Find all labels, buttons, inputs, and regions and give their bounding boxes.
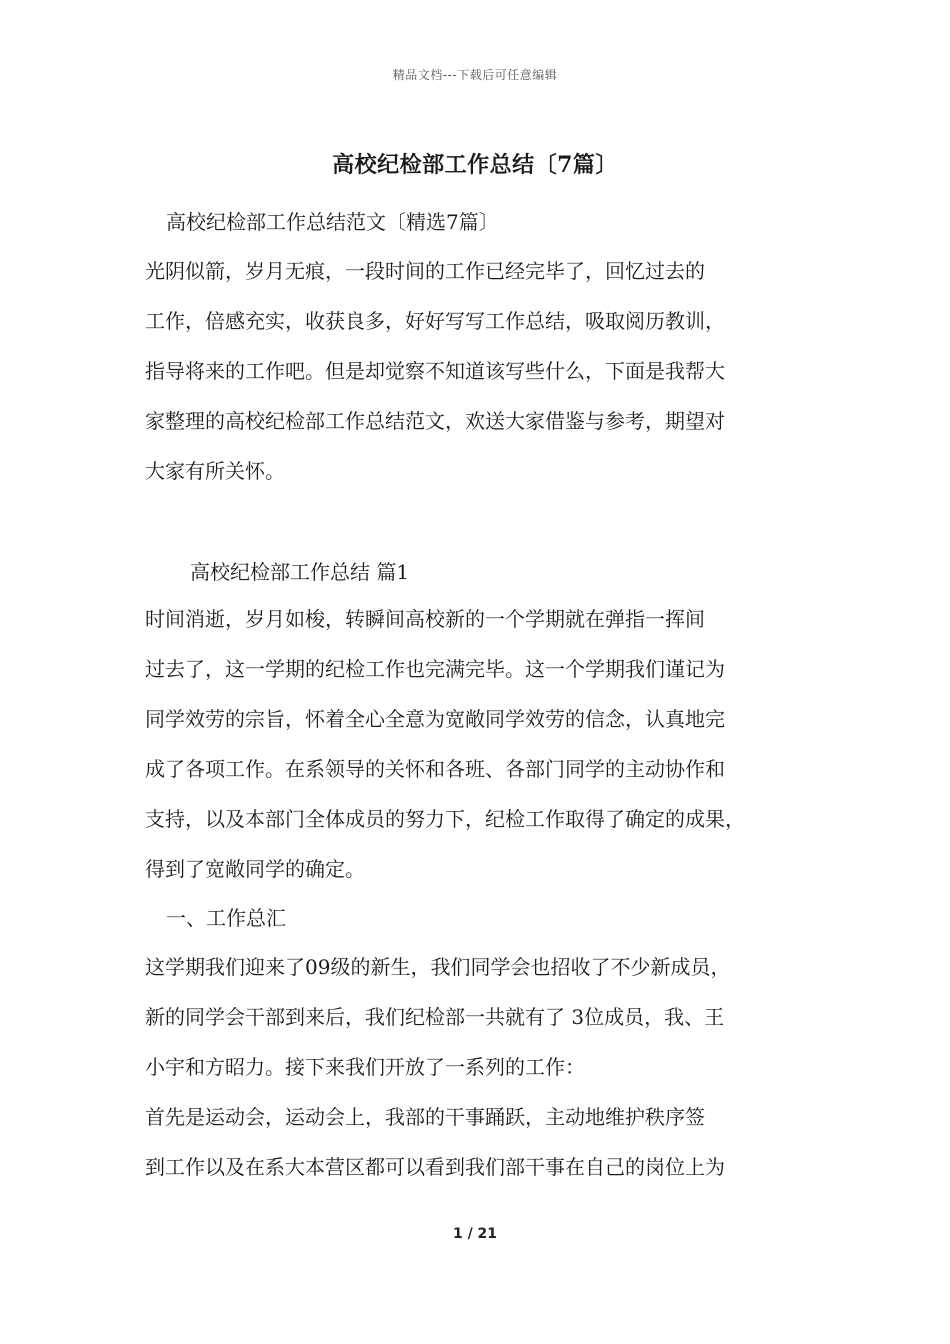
section-heading: 高校纪检部工作总结 篇1 — [190, 560, 410, 584]
intro-line: 家整理的高校纪检部工作总结范文，欢送大家借鉴与参考，期望对 — [145, 409, 725, 433]
section-line: 成了各项工作。在系领导的关怀和各班、各部门同学的主动协作和 — [145, 757, 725, 781]
document-subtitle: 高校纪检部工作总结范文〔精选7篇〕 — [166, 210, 499, 234]
document-title: 高校纪检部工作总结〔7篇〕 — [332, 152, 618, 178]
section-line: 得到了宽敞同学的确定。 — [145, 857, 365, 881]
work-line: 首先是运动会，运动会上，我部的干事踊跃，主动地维护秩序签 — [145, 1105, 705, 1129]
work-line: 小宇和方昭力。接下来我们开放了一系列的工作： — [145, 1055, 585, 1079]
work-line: 到工作以及在系大本营区都可以看到我们部干事在自己的岗位上为 — [145, 1155, 725, 1179]
work-line: 新的同学会干部到来后，我们纪检部一共就有了 3位成员，我、王 — [145, 1005, 725, 1029]
subsection-heading: 一、工作总汇 — [166, 906, 286, 930]
page-number: 1 / 21 — [452, 1226, 498, 1242]
intro-line: 光阴似箭，岁月无痕，一段时间的工作已经完毕了，回忆过去的 — [145, 259, 705, 283]
section-line: 同学效劳的宗旨，怀着全心全意为宽敞同学效劳的信念，认真地完 — [145, 707, 725, 731]
intro-line: 指导将来的工作吧。但是却觉察不知道该写些什么，下面是我帮大 — [145, 359, 725, 383]
intro-line: 大家有所关怀。 — [145, 459, 285, 483]
work-line: 这学期我们迎来了09级的新生，我们同学会也招收了不少新成员， — [145, 955, 731, 979]
intro-line: 工作，倍感充实，收获良多，好好写写工作总结，吸取阅历教训， — [145, 309, 725, 333]
header-note: 精品文档---下载后可任意编辑 — [392, 68, 558, 82]
section-line: 过去了，这一学期的纪检工作也完满完毕。这一个学期我们谨记为 — [145, 657, 725, 681]
section-line: 支持，以及本部门全体成员的努力下，纪检工作取得了确定的成果， — [145, 807, 745, 831]
section-line: 时间消逝，岁月如梭，转瞬间高校新的一个学期就在弹指一挥间 — [145, 607, 705, 631]
